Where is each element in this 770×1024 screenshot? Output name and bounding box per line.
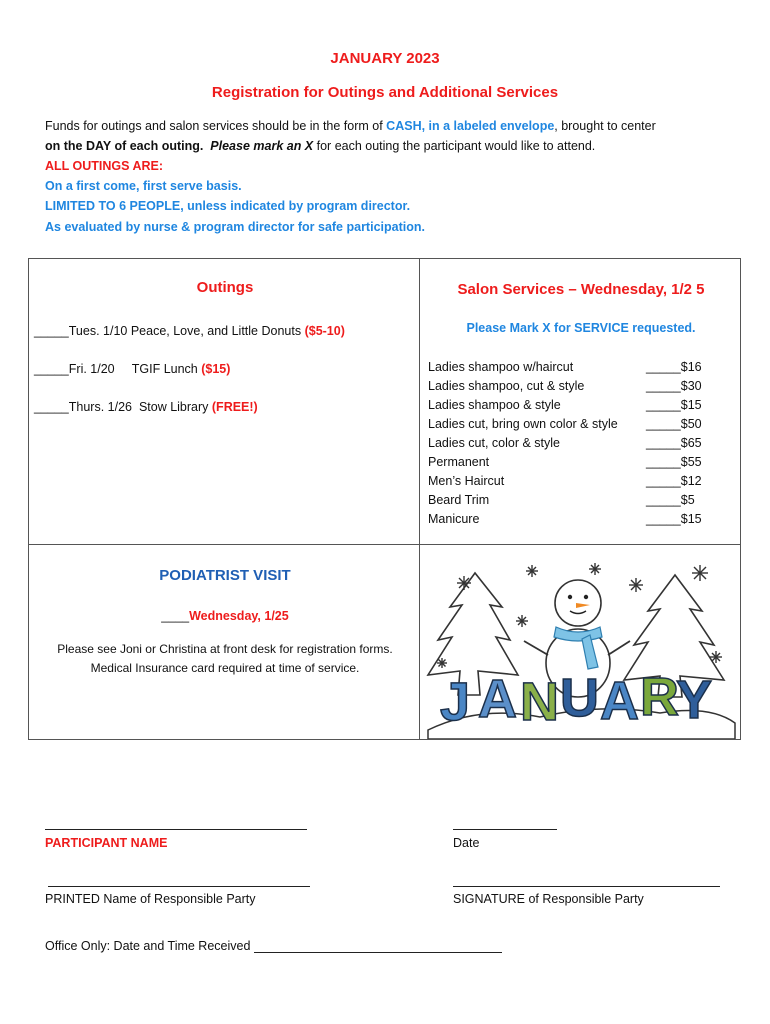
intro-day-text: on the DAY of each outing.	[45, 139, 204, 153]
salon-service-name: Ladies shampoo, cut & style	[428, 379, 585, 393]
salon-service-price[interactable]: _____$15	[646, 512, 702, 526]
salon-instruction: Please Mark X for SERVICE requested.	[466, 321, 696, 335]
january-letter-r: R	[640, 667, 679, 727]
salon-service-name: Beard Trim	[428, 493, 490, 507]
intro-line-2	[45, 136, 595, 156]
january-letter-u: U	[560, 668, 599, 728]
signature-label: SIGNATURE of Responsible Party	[453, 892, 644, 906]
intro-text: for each outing the participant would like to attend.	[313, 139, 596, 153]
outing-blank: _____	[34, 324, 69, 338]
podiatrist-note-2: Medical Insurance card required at time of service.	[90, 661, 360, 675]
outing-item[interactable]	[34, 397, 258, 417]
outings-rule-2: LIMITED TO 6 PEOPLE, unless indicated by program director.	[45, 199, 411, 213]
intro-text: Funds for outings and salon services should be in the form of	[45, 119, 387, 133]
outings-rule-heading: ALL OUTINGS ARE:	[45, 159, 164, 173]
january-letter-a2: A	[600, 671, 639, 731]
outing-item[interactable]	[34, 359, 230, 379]
january-clipart-panel	[419, 544, 741, 740]
participant-name-label: PARTICIPANT NAME	[45, 836, 168, 850]
podiatrist-heading: PODIATRIST VISIT	[159, 567, 291, 584]
podiatrist-note-1: Please see Joni or Christina at front desk for registration forms.	[57, 642, 393, 656]
podiatrist-date-line[interactable]	[29, 606, 421, 626]
date-label: Date	[453, 836, 480, 850]
january-letter-n: N	[520, 672, 559, 732]
salon-service-name: Ladies shampoo w/haircut	[428, 360, 574, 374]
salon-heading: Salon Services – Wednesday, 1/2 5	[457, 281, 705, 298]
intro-line-1	[45, 116, 656, 136]
printed-name-label: PRINTED Name of Responsible Party	[45, 892, 256, 906]
salon-service-price[interactable]: _____$5	[646, 493, 695, 507]
january-letter-j: J	[440, 672, 471, 732]
salon-service-price[interactable]: _____$50	[646, 417, 702, 431]
office-received-line[interactable]	[254, 952, 502, 953]
podiatrist-blank: ____	[161, 609, 190, 623]
outing-price: ($15)	[201, 362, 231, 376]
outing-blank: _____	[34, 400, 69, 414]
salon-service-name: Manicure	[428, 512, 480, 526]
salon-service-name: Ladies cut, color & style	[428, 436, 561, 450]
outing-price: (FREE!)	[211, 400, 258, 414]
outings-heading: Outings	[196, 279, 254, 296]
podiatrist-panel	[28, 544, 420, 740]
outing-item[interactable]	[34, 321, 345, 341]
january-word	[440, 667, 712, 732]
salon-service-price[interactable]: _____$55	[646, 455, 702, 469]
intro-mark-text: Please mark an X	[210, 139, 314, 153]
signature-line[interactable]	[453, 886, 720, 887]
date-line[interactable]	[453, 829, 557, 830]
outing-text: Tues. 1/10 Peace, Love, and Little Donuts	[68, 324, 305, 338]
cash-instruction: CASH, in a labeled envelope	[386, 119, 555, 133]
salon-service-name: Ladies cut, bring own color & style	[428, 417, 618, 431]
salon-service-name: Permanent	[428, 455, 490, 469]
printed-name-line[interactable]	[48, 886, 310, 887]
participant-name-line[interactable]	[45, 829, 307, 830]
salon-service-price[interactable]: _____$30	[646, 379, 702, 393]
outing-text: Fri. 1/20 TGIF Lunch	[68, 362, 202, 376]
salon-service-price[interactable]: _____$12	[646, 474, 702, 488]
podiatrist-date: Wednesday, 1/25	[189, 609, 289, 623]
outings-rule-1: On a first come, first serve basis.	[45, 179, 242, 193]
outing-text: Thurs. 1/26 Stow Library	[68, 400, 212, 414]
january-letter-y: Y	[676, 670, 713, 730]
page-title: JANUARY 2023	[330, 50, 440, 67]
page-subtitle: Registration for Outings and Additional Services	[211, 84, 559, 101]
intro-text: , brought to center	[554, 119, 656, 133]
outings-panel	[28, 258, 420, 545]
january-clipart	[420, 545, 740, 739]
salon-service-price[interactable]: _____$16	[646, 360, 702, 374]
outings-rule-3: As evaluated by nurse & program director for safe participation.	[45, 220, 425, 234]
salon-service-name: Ladies shampoo & style	[428, 398, 561, 412]
outing-price: ($5-10)	[304, 324, 345, 338]
salon-service-price[interactable]: _____$65	[646, 436, 702, 450]
january-letter-a: A	[478, 669, 517, 729]
salon-service-name: Men’s Haircut	[428, 474, 505, 488]
salon-panel	[419, 258, 741, 545]
office-only-label: Office Only: Date and Time Received	[45, 939, 251, 953]
salon-service-price[interactable]: _____$15	[646, 398, 702, 412]
outing-blank: _____	[34, 362, 69, 376]
